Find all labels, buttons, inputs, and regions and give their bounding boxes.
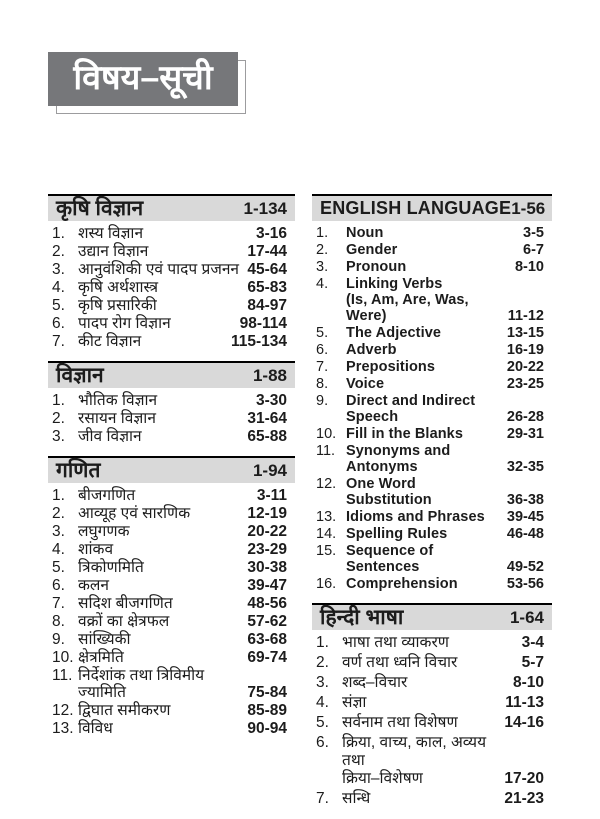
toc-row [316,359,544,375]
row-label [346,276,508,324]
row-number: 3. [316,259,329,275]
toc-column-left [48,194,295,819]
row-label-line1: सर्वनाम तथा विशेषण [342,714,458,731]
row-label [78,523,247,540]
row-label-line1: आव्यूह एवं सारणिक [78,505,191,522]
row-label-line1: Voice [346,376,385,392]
section-items [48,221,295,350]
row-pages: 6-7 [523,242,544,258]
row-label-line1: Sequence of Sentences [346,543,434,575]
row-number: 3. [52,428,65,445]
toc-row [52,613,287,630]
row-label-line1: भौतिक विज्ञान [78,392,158,409]
section-header-bar [48,361,295,388]
row-number: 4. [52,541,65,558]
row-label-line1: शब्द–विचार [342,674,408,691]
section-header-bar [48,194,295,221]
section-title: गणित [56,459,101,482]
row-label [346,526,507,542]
row-pages: 69-74 [247,649,287,666]
toc-row [316,526,544,542]
row-label [346,325,507,341]
row-label [342,634,522,652]
row-number: 2. [52,243,65,260]
toc-row [52,428,287,445]
toc-row [316,734,544,788]
row-number: 5. [52,559,65,576]
toc-row [316,543,544,575]
row-label [78,392,256,409]
row-label [78,225,256,242]
row-number: 3. [316,674,329,691]
row-number: 10. [52,649,74,666]
page-title-banner [48,52,238,106]
section-title: विज्ञान [56,364,104,387]
section-header-bar [312,603,552,630]
row-number: 8. [316,376,329,392]
row-label [78,243,247,260]
row-number: 11. [52,667,73,684]
row-label [346,476,507,508]
row-number: 9. [52,631,65,648]
row-pages: 65-83 [247,279,287,296]
row-label [346,342,507,358]
row-pages: 32-35 [506,459,544,475]
toc-section-agriculture-science [48,194,295,350]
row-label-line1: वर्ण तथा ध्वनि विचार [342,654,458,671]
row-number: 12. [316,476,337,492]
row-label [78,702,247,719]
row-label [78,559,247,576]
row-number: 7. [52,595,65,612]
row-pages: 8-10 [514,259,544,275]
section-items [48,388,295,445]
row-label [346,393,507,425]
row-number: 4. [316,276,329,292]
row-pages: 85-89 [247,702,287,719]
row-label [78,279,247,296]
section-items [48,483,295,737]
toc-row [52,702,287,719]
row-pages: 3-5 [523,225,544,241]
row-label [78,720,247,737]
row-number: 1. [52,392,65,409]
row-label [78,631,247,648]
row-label-line1: उद्यान विज्ञान [78,243,149,260]
row-label-line1: कृषि प्रसारिकी [78,297,157,314]
row-number: 7. [52,333,65,350]
row-label [342,674,513,692]
row-label-line1: निर्देशांक तथा त्रिविमीय ज्यामिति [78,667,205,701]
row-number: 8. [52,613,65,630]
row-label [346,443,507,475]
row-label-line1: Comprehension [346,576,458,592]
row-number: 6. [52,577,65,594]
section-title: कृषि विज्ञान [56,197,144,220]
row-label [342,654,522,672]
row-label-line2: (Is, Am, Are, Was, Were) [346,292,469,324]
toc-row [52,315,287,332]
row-label [342,790,504,808]
row-pages: 63-68 [247,631,287,648]
row-label [342,734,504,788]
section-page-range: 1-56 [511,199,546,218]
toc-row [52,243,287,260]
row-pages: 26-28 [506,409,544,425]
row-label-line1: क्षेत्रमिति [78,649,124,666]
row-pages: 21-23 [504,790,544,807]
row-label-line1: द्विघात समीकरण [78,702,171,719]
row-label [78,333,231,350]
section-title: हिन्दी भाषा [320,606,404,629]
row-label [346,225,523,241]
row-pages: 14-16 [504,714,544,731]
row-number: 2. [316,242,329,258]
toc-section-english-language [312,194,552,592]
row-label [346,543,507,575]
toc-row [52,261,287,278]
row-pages: 17-44 [247,243,287,260]
row-pages: 12-19 [247,505,287,522]
row-label-line1: Noun [346,225,384,241]
toc-column-right [312,194,552,819]
toc-row [52,505,287,522]
page-title: विषय–सूची [73,58,213,97]
section-title: ENGLISH LANGUAGE [320,198,512,218]
row-label-line1: सदिश बीजगणित [78,595,173,612]
row-label-line1: Fill in the Blanks [346,426,464,442]
row-pages: 65-88 [247,428,287,445]
row-label-line1: विविध [78,720,113,737]
toc-row [316,242,544,258]
row-label-line1: सांख्यिकी [78,631,131,648]
row-label [346,576,507,592]
row-label [342,714,504,732]
row-label [78,487,257,504]
row-label-line1: जीव विज्ञान [78,428,142,445]
row-label-line1: कलन [78,577,110,594]
toc-row [316,790,544,808]
row-number: 11. [316,443,336,459]
toc-row [316,476,544,508]
toc-row [316,694,544,712]
row-label [346,426,507,442]
toc-columns [48,194,552,819]
row-label [78,261,247,278]
toc-row [52,487,287,504]
row-pages: 11-13 [505,694,544,711]
toc-row [316,714,544,732]
row-pages: 3-16 [255,225,287,242]
page-title-block [48,52,238,106]
row-number: 1. [52,487,65,504]
row-number: 16. [316,576,337,592]
row-pages: 20-22 [247,523,287,540]
row-label [78,428,247,445]
row-label-line1: कृषि अर्थशास्त्र [78,279,159,296]
section-items [312,221,552,592]
toc-row [52,392,287,409]
row-label [342,694,505,712]
row-pages: 75-84 [247,684,287,701]
toc-row [52,559,287,576]
row-pages: 36-38 [506,492,544,508]
toc-section-science [48,361,295,445]
row-label [78,505,247,522]
row-label-line1: आनुवंशिकी एवं पादप प्रजनन [78,261,240,278]
row-label [78,410,247,427]
row-number: 13. [52,720,74,737]
row-number: 7. [316,790,329,807]
toc-row [52,577,287,594]
row-label-line1: कीट विज्ञान [78,333,142,350]
row-label [78,613,247,630]
row-pages: 20-22 [506,359,544,375]
toc-row [316,342,544,358]
toc-row [316,376,544,392]
row-number: 4. [52,279,65,296]
row-label [346,359,507,375]
row-number: 5. [316,714,329,731]
toc-row [52,410,287,427]
row-label-line2: क्रिया–विशेषण [342,770,423,787]
section-header-bar [312,194,552,221]
row-pages: 23-25 [506,376,544,392]
row-label [346,509,507,525]
row-number: 3. [52,261,65,278]
row-number: 7. [316,359,329,375]
row-number: 4. [316,694,329,711]
row-number: 10. [316,426,337,442]
row-label [78,541,247,558]
toc-row [316,509,544,525]
row-label-line1: Prepositions [346,359,436,375]
row-label-line1: वक्रों का क्षेत्रफल [78,613,170,630]
row-pages: 46-48 [506,526,544,542]
row-pages: 3-4 [521,634,544,651]
row-pages: 48-56 [247,595,287,612]
row-label-line1: Synonyms and Antonyms [346,443,451,475]
row-label-line1: Gender [346,242,398,258]
row-pages: 16-19 [506,342,544,358]
row-label-line1: रसायन विज्ञान [78,410,156,427]
toc-row [52,225,287,242]
row-label-line1: Direct and Indirect Speech [346,393,476,425]
toc-row [316,393,544,425]
row-pages: 8-10 [512,674,544,691]
row-label-line1: संज्ञा [342,694,367,711]
section-page-range: 1-134 [243,199,287,218]
row-label-line1: Spelling Rules [346,526,448,542]
row-pages: 90-94 [247,720,287,737]
toc-row [316,634,544,652]
row-label-line1: पादप रोग विज्ञान [78,315,171,332]
row-label-line1: शांकव [78,541,114,558]
row-label-line1: लघुगणक [78,523,130,540]
toc-row [316,276,544,324]
toc-row [52,595,287,612]
row-label-line1: बीजगणित [78,487,136,504]
row-number: 1. [52,225,65,242]
toc-row [52,333,287,350]
row-number: 12. [52,702,74,719]
row-pages: 39-45 [506,509,544,525]
row-label-line1: भाषा तथा व्याकरण [342,634,450,651]
row-label-line1: क्रिया, वाच्य, काल, अव्यय तथा [342,734,487,769]
row-number: 6. [316,734,329,751]
row-number: 2. [52,410,65,427]
toc-row [52,720,287,737]
toc-row [52,649,287,666]
row-pages: 3-30 [255,392,287,409]
row-number: 5. [52,297,65,314]
toc-row [316,654,544,672]
row-pages: 11-12 [507,308,544,324]
toc-row [52,631,287,648]
toc-row [316,259,544,275]
toc-row [52,297,287,314]
row-label-line1: Adverb [346,342,397,358]
row-number: 13. [316,509,337,525]
row-pages: 53-56 [506,576,544,592]
toc-row [52,667,287,701]
row-label [78,595,247,612]
toc-row [52,523,287,540]
row-number: 5. [316,325,329,341]
row-pages: 49-52 [506,559,544,575]
row-pages: 39-47 [247,577,287,594]
toc-row [316,225,544,241]
row-label [78,649,247,666]
toc-row [52,541,287,558]
row-pages: 84-97 [247,297,287,314]
row-label [78,577,247,594]
toc-row [316,325,544,341]
row-number: 15. [316,543,337,559]
row-number: 6. [52,315,65,332]
row-label-line1: सन्धि [342,790,371,807]
toc-section-mathematics [48,456,295,737]
row-label [346,242,523,258]
section-page-range: 1-88 [252,366,287,385]
row-pages: 30-38 [247,559,287,576]
row-pages: 57-62 [247,613,287,630]
section-page-range: 1-94 [252,461,287,480]
row-label-line1: Idioms and Phrases [346,509,485,525]
toc-row [316,443,544,475]
row-pages: 31-64 [247,410,287,427]
row-pages: 3-11 [256,487,287,504]
row-pages: 13-15 [506,325,544,341]
row-pages: 45-64 [247,261,287,278]
row-number: 3. [52,523,65,540]
row-number: 2. [316,654,329,671]
row-number: 6. [316,342,329,358]
row-number: 2. [52,505,65,522]
row-label [78,315,240,332]
row-label [78,667,247,701]
row-pages: 17-20 [504,770,544,787]
row-label-line1: One Word Substitution [346,476,432,508]
toc-row [316,576,544,592]
toc-section-hindi-language [312,603,552,808]
row-number: 14. [316,526,337,542]
section-page-range: 1-64 [509,608,544,627]
row-label-line1: Linking Verbs [346,276,443,292]
toc-row [52,279,287,296]
toc-row [316,426,544,442]
row-number: 9. [316,393,329,409]
row-pages: 5-7 [521,654,544,671]
row-pages: 29-31 [506,426,544,442]
row-pages: 98-114 [239,315,287,332]
row-label [346,259,515,275]
row-pages: 115-134 [230,333,287,350]
section-items [312,630,552,808]
row-label-line1: शस्य विज्ञान [78,225,144,242]
row-number: 1. [316,225,329,241]
row-number: 1. [316,634,329,651]
row-label [78,297,247,314]
row-label-line1: The Adjective [346,325,442,341]
toc-row [316,674,544,692]
row-pages: 23-29 [247,541,287,558]
row-label-line1: Pronoun [346,259,407,275]
row-label [346,376,507,392]
row-label-line1: त्रिकोणमिति [78,559,144,576]
section-header-bar [48,456,295,483]
